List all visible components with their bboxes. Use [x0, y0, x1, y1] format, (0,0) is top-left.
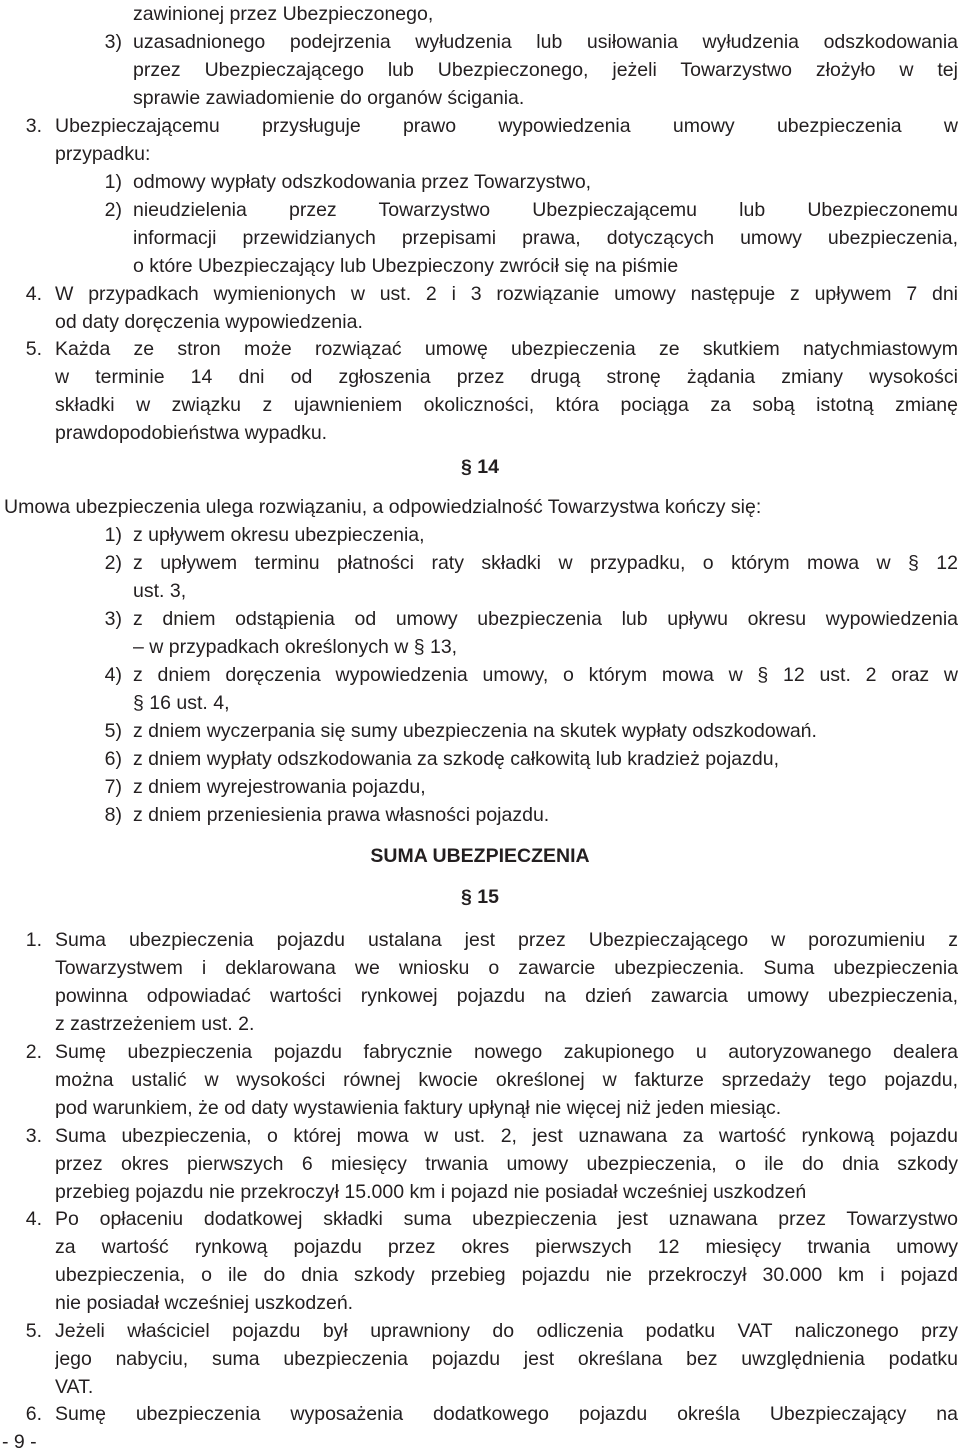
paragraph-line: składki w związku z ujawnieniem okoliczności, która pociąga za sobą istotną zmianę — [55, 394, 958, 416]
paragraph-number: 3. — [25, 1125, 42, 1147]
list-item-number: 4) — [104, 664, 122, 686]
list-item-number: 3) — [104, 31, 122, 53]
paragraph-line: jego nabyciu, suma ubezpieczenia pojazdu jest określana bez uwzględnienia podatku — [55, 1348, 958, 1370]
paragraph-line: pod warunkiem, że od daty wystawienia faktury upłynął nie więcej niż jeden miesiąc. — [55, 1097, 782, 1119]
list-item-line: sprawie zawiadomienie do organów ścigania. — [133, 87, 525, 109]
paragraph-line: prawdopodobieństwa wypadku. — [55, 422, 328, 444]
paragraph-line: Po opłaceniu dodatkowej składki suma ubezpieczenia jest uznawana przez Towarzystwo — [55, 1208, 958, 1230]
paragraph-line: VAT. — [55, 1376, 94, 1398]
list-item-number: 3) — [104, 608, 122, 630]
paragraph-number: 4. — [25, 1208, 42, 1230]
paragraph-line: Suma ubezpieczenia pojazdu ustalana jest przez Ubezpieczającego w porozumieniu z — [55, 929, 958, 951]
paragraph-number: 2. — [25, 1041, 42, 1063]
list-item-line: z dniem przeniesienia prawa własności pojazdu. — [133, 804, 550, 826]
list-item-line: odmowy wypłaty odszkodowania przez Towarzystwo, — [133, 171, 592, 193]
list-item-line: z dniem wyczerpania się sumy ubezpieczenia na skutek wypłaty odszkodowań. — [133, 720, 817, 742]
paragraph-line: powinna odpowiadać wartości rynkowej pojazdu na dzień zawarcia umowy ubezpieczenia, — [55, 985, 958, 1007]
list-item-line: o które Ubezpieczający lub Ubezpieczony zwrócił się na piśmie — [133, 255, 679, 277]
paragraph-line: ubezpieczenia, o ile do dnia szkody przebieg pojazdu nie przekroczył 30.000 km i pojazd — [55, 1264, 958, 1286]
paragraph-line: Towarzystwem i deklarowana we wniosku o zawarcie ubezpieczenia. Suma ubezpieczenia — [55, 957, 958, 979]
paragraph-line: W przypadkach wymienionych w ust. 2 i 3 rozwiązanie umowy następuje z upływem 7 dni — [55, 283, 958, 305]
list-item-line: z dniem wyrejestrowania pojazdu, — [133, 776, 426, 798]
paragraph-line: Jeżeli właściciel pojazdu był uprawniony do odliczenia podatku VAT naliczonego przy — [55, 1320, 958, 1342]
paragraph-line: za wartość rynkową pojazdu przez okres pierwszych 12 miesięcy trwania umowy — [55, 1236, 958, 1258]
list-item-line: z dniem wypłaty odszkodowania za szkodę całkowitą lub kradzież pojazdu, — [133, 748, 780, 770]
list-item-line: informacji przewidzianych przepisami prawa, dotyczących umowy ubezpieczenia, — [133, 227, 958, 249]
continuation-line: zawinionej przez Ubezpieczonego, — [133, 3, 434, 25]
section-heading-14: § 14 — [461, 456, 499, 478]
paragraph-line: przypadku: — [55, 143, 151, 165]
paragraph-number: 5. — [25, 1320, 42, 1342]
paragraph-line: Sumę ubezpieczenia pojazdu fabrycznie nowego zakupionego u autoryzowanego dealera — [55, 1041, 958, 1063]
list-item-line: § 16 ust. 4, — [133, 692, 230, 714]
paragraph-line: Suma ubezpieczenia, o której mowa w ust. 2, jest uznawana za wartość rynkową pojazdu — [55, 1125, 958, 1147]
paragraph-line: przez okres pierwszych 6 miesięcy trwania umowy ubezpieczenia, o ile do dnia szkody — [55, 1153, 958, 1175]
list-item-line: ust. 3, — [133, 580, 187, 602]
list-item-line: przez Ubezpieczającego lub Ubezpieczonego, jeżeli Towarzystwo złożyło w tej — [133, 59, 958, 81]
paragraph-number: 6. — [25, 1403, 42, 1425]
list-item-line: – w przypadkach określonych w § 13, — [133, 636, 458, 658]
list-item-line: nieudzielenia przez Towarzystwo Ubezpieczającemu lub Ubezpieczonemu — [133, 199, 958, 221]
page-number: - 9 - — [2, 1431, 37, 1453]
list-item-line: z dniem doręczenia wypowiedzenia umowy, o którym mowa w § 12 ust. 2 oraz w — [133, 664, 958, 686]
list-item-line: z upływem terminu płatności raty składki w przypadku, o którym mowa w § 12 — [133, 552, 958, 574]
paragraph-line: Każda ze stron może rozwiązać umowę ubezpieczenia ze skutkiem natychmiastowym — [55, 338, 958, 360]
list-item-number: 6) — [104, 748, 122, 770]
list-item-number: 1) — [104, 171, 122, 193]
paragraph-line: z zastrzeżeniem ust. 2. — [55, 1013, 255, 1035]
paragraph-line: Sumę ubezpieczenia wyposażenia dodatkowego pojazdu określa Ubezpieczający na — [55, 1403, 958, 1425]
list-item-number: 2) — [104, 552, 122, 574]
paragraph-number: 1. — [25, 929, 42, 951]
paragraph-line: nie posiadał wcześniej uszkodzeń. — [55, 1292, 354, 1314]
paragraph-line: przebieg pojazdu nie przekroczył 15.000 km i pojazd nie posiadał wcześniej uszkodzeń — [55, 1181, 807, 1203]
list-item-line: z upływem okresu ubezpieczenia, — [133, 524, 425, 546]
paragraph-number: 5. — [25, 338, 42, 360]
list-item-number: 2) — [104, 199, 122, 221]
section-title: SUMA UBEZPIECZENIA — [370, 845, 590, 867]
section-intro: Umowa ubezpieczenia ulega rozwiązaniu, a odpowiedzialność Towarzystwa kończy się: — [4, 496, 762, 518]
paragraph-line: w terminie 14 dni od zgłoszenia przez drugą stronę żądania zmiany wysokości — [55, 366, 958, 388]
list-item-number: 5) — [104, 720, 122, 742]
list-item-number: 8) — [104, 804, 122, 826]
list-item-line: uzasadnionego podejrzenia wyłudzenia lub usiłowania wyłudzenia odszkodowania — [133, 31, 958, 53]
list-item-line: z dniem odstąpienia od umowy ubezpieczenia lub upływu okresu wypowiedzenia — [133, 608, 958, 630]
list-item-number: 1) — [104, 524, 122, 546]
paragraph-number: 4. — [25, 283, 42, 305]
paragraph-line: Ubezpieczającemu przysługuje prawo wypowiedzenia umowy ubezpieczenia w — [55, 115, 958, 137]
paragraph-line: można ustalić w wysokości równej kwocie określonej w fakturze sprzedaży tego pojazdu, — [55, 1069, 958, 1091]
paragraph-line: od daty doręczenia wypowiedzenia. — [55, 311, 363, 333]
section-heading-15: § 15 — [461, 886, 499, 908]
list-item-number: 7) — [104, 776, 122, 798]
paragraph-number: 3. — [25, 115, 42, 137]
